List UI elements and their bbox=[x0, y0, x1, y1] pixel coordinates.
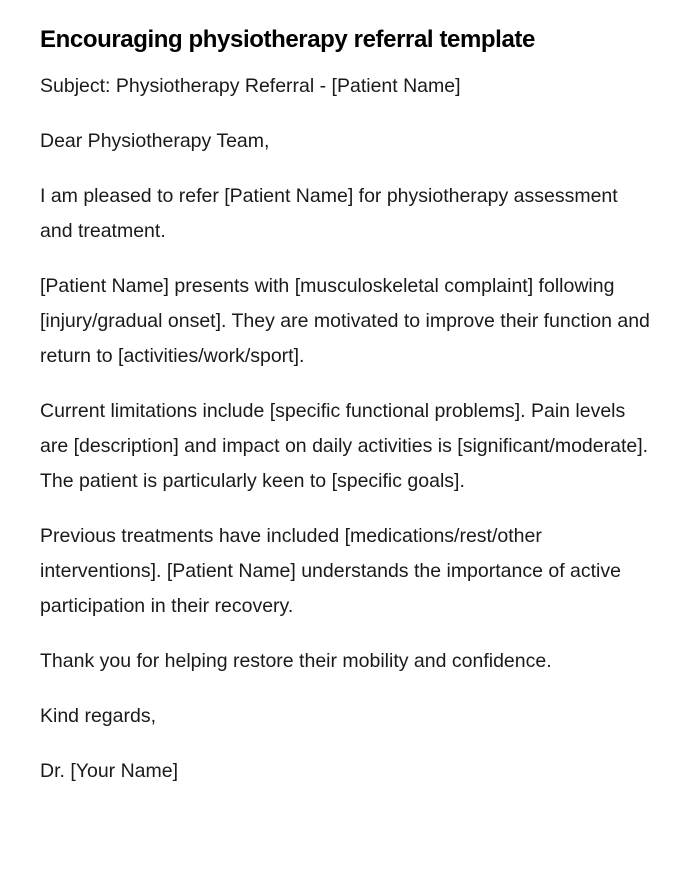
signature: Dr. [Your Name] bbox=[40, 760, 179, 782]
body-paragraph-previous-treatments: Previous treatments have included [medications/rest/other interventions]. [Patient Name] understands the importance of active participation in their recovery. bbox=[40, 525, 621, 617]
letter-document bbox=[40, 24, 650, 809]
body-paragraph-referral: I am pleased to refer [Patient Name] for physiotherapy assessment and treatment. bbox=[40, 185, 618, 242]
closing: Kind regards, bbox=[40, 705, 156, 727]
body-paragraph-limitations: Current limitations include [specific functional problems]. Pain levels are [description] and impact on daily activities is [significant/moderate]. The patient is particularly keen to [specific goals]. bbox=[40, 400, 649, 492]
body-paragraph-thanks: Thank you for helping restore their mobility and confidence. bbox=[40, 650, 552, 672]
document-title: Encouraging physiotherapy referral template bbox=[40, 26, 535, 53]
body-paragraph-presentation: [Patient Name] presents with [musculoskeletal complaint] following [injury/gradual onset]. They are motivated to improve their function and return to [activities/work/sport]. bbox=[40, 275, 650, 367]
subject-line: Subject: Physiotherapy Referral - [Patient Name] bbox=[40, 75, 461, 97]
salutation: Dear Physiotherapy Team, bbox=[40, 130, 270, 152]
